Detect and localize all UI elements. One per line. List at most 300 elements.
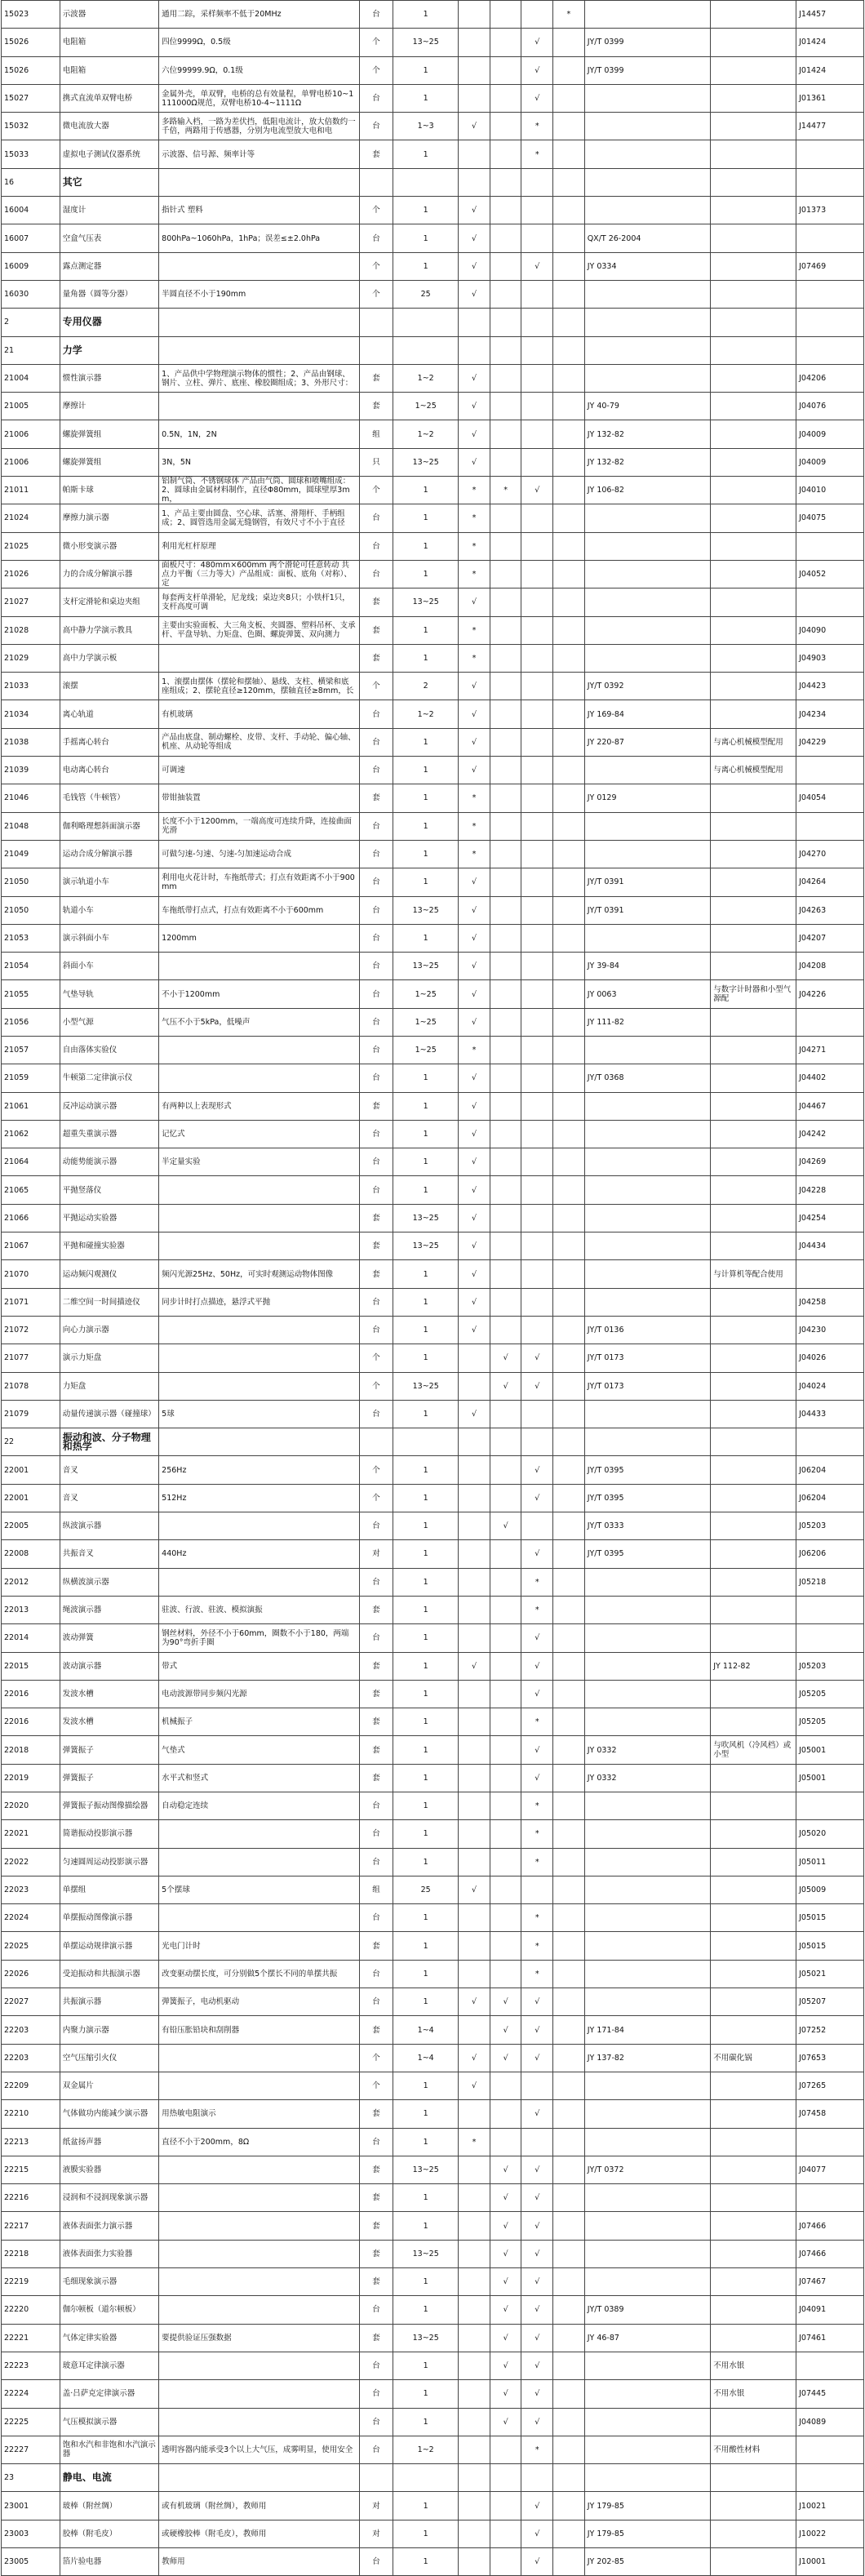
cell-code: 22203 <box>2 2044 60 2072</box>
cell-qty: 1 <box>393 1344 459 1372</box>
cell-mark-4 <box>553 1512 585 1540</box>
cell-code-ref: J04075 <box>796 504 864 532</box>
cell-unit: 台 <box>359 560 393 588</box>
table-row <box>2 29 864 56</box>
cell-mark-3 <box>521 197 553 224</box>
cell-mark-4 <box>553 140 585 168</box>
cell-code-ref: J04434 <box>796 1232 864 1260</box>
cell-code-ref: J10001 <box>796 2548 864 2576</box>
cell-standard: JY 0334 <box>584 252 711 280</box>
cell-name: 高中力学演示板 <box>60 644 158 672</box>
cell-standard <box>584 840 711 868</box>
cell-qty: 1 <box>393 1 459 29</box>
cell-mark-2 <box>490 1792 521 1820</box>
cell-mark-2: √ <box>490 2408 521 2436</box>
cell-qty: 1 <box>393 477 459 504</box>
cell-qty: 2 <box>393 673 459 700</box>
cell-qty: 1~3 <box>393 113 459 140</box>
cell-name: 双金属片 <box>60 2072 158 2099</box>
cell-mark-3 <box>521 504 553 532</box>
cell-spec: 长度不小于1200mm，一端高度可连续升降，连接曲面光滑 <box>159 812 360 840</box>
cell-code-ref: J04024 <box>796 1372 864 1400</box>
cell-code-ref <box>796 812 864 840</box>
cell-note <box>711 84 796 112</box>
cell-mark-3 <box>521 1176 553 1204</box>
cell-unit: 组 <box>359 420 393 448</box>
cell-unit: 个 <box>359 477 393 504</box>
cell-name: 携式直流单双臂电桥 <box>60 84 158 112</box>
cell-mark-1 <box>459 1624 490 1652</box>
cell-code-ref <box>796 2184 864 2212</box>
cell-mark-2 <box>490 1148 521 1176</box>
cell-standard: JY 132-82 <box>584 448 711 476</box>
cell-code-ref: J04271 <box>796 1036 864 1064</box>
cell-unit: 套 <box>359 2268 393 2296</box>
cell-spec: 有机玻璃 <box>159 700 360 728</box>
cell-mark-1 <box>459 2016 490 2044</box>
cell-note <box>711 420 796 448</box>
cell-mark-3: * <box>521 1960 553 1988</box>
cell-mark-1 <box>459 168 490 196</box>
cell-spec: 金属外壳，单双臂，电桥的总有效量程，单臂电桥10~1111000Ω规范，双臂电桥10-4~1111Ω <box>159 84 360 112</box>
cell-spec <box>159 2240 360 2267</box>
cell-mark-4 <box>553 393 585 420</box>
cell-qty: 1 <box>393 2072 459 2099</box>
cell-code: 22203 <box>2 2016 60 2044</box>
cell-unit: 台 <box>359 924 393 952</box>
cell-mark-3 <box>521 673 553 700</box>
table-row <box>2 588 864 616</box>
cell-mark-1: * <box>459 644 490 672</box>
cell-mark-4 <box>553 644 585 672</box>
cell-code: 21071 <box>2 1288 60 1316</box>
cell-unit: 只 <box>359 448 393 476</box>
cell-qty: 1 <box>393 784 459 812</box>
cell-standard: JY 171-84 <box>584 2016 711 2044</box>
cell-qty: 1 <box>393 56 459 84</box>
table-row <box>2 616 864 644</box>
cell-mark-3 <box>521 2464 553 2492</box>
cell-code-ref <box>796 2464 864 2492</box>
cell-mark-2: √ <box>490 2212 521 2240</box>
cell-standard <box>584 2240 711 2267</box>
cell-mark-4 <box>553 1400 585 1428</box>
cell-name: 内聚力演示器 <box>60 2016 158 2044</box>
cell-name: 露点测定器 <box>60 252 158 280</box>
cell-qty: 1 <box>393 1260 459 1288</box>
cell-spec <box>159 1820 360 1848</box>
cell-name: 饱和水汽和非饱和水汽演示器 <box>60 2436 158 2463</box>
table-row <box>2 1064 864 1092</box>
cell-spec: 半定量实验 <box>159 1148 360 1176</box>
cell-unit: 套 <box>359 1204 393 1232</box>
cell-standard <box>584 1624 711 1652</box>
cell-note <box>711 1148 796 1176</box>
cell-mark-1: √ <box>459 953 490 980</box>
cell-mark-3 <box>521 616 553 644</box>
table-row <box>2 953 864 980</box>
cell-name: 演示斜面小车 <box>60 924 158 952</box>
cell-unit: 台 <box>359 2352 393 2379</box>
cell-qty: 1 <box>393 1176 459 1204</box>
cell-standard <box>584 2184 711 2212</box>
cell-code: 22005 <box>2 1512 60 1540</box>
cell-standard <box>584 168 711 196</box>
cell-code: 22210 <box>2 2100 60 2128</box>
cell-qty: 1 <box>393 840 459 868</box>
cell-standard <box>584 140 711 168</box>
cell-mark-1: √ <box>459 924 490 952</box>
cell-mark-4 <box>553 1596 585 1623</box>
cell-mark-4 <box>553 1848 585 1876</box>
cell-unit: 台 <box>359 1904 393 1932</box>
cell-mark-2 <box>490 1540 521 1568</box>
cell-unit: 台 <box>359 84 393 112</box>
cell-mark-4 <box>553 2296 585 2324</box>
cell-mark-1: √ <box>459 1120 490 1148</box>
cell-code: 22019 <box>2 1764 60 1792</box>
cell-standard <box>584 616 711 644</box>
cell-mark-2 <box>490 1624 521 1652</box>
cell-note <box>711 393 796 420</box>
cell-code: 21027 <box>2 588 60 616</box>
cell-code: 21059 <box>2 1064 60 1092</box>
cell-mark-4 <box>553 1736 585 1764</box>
cell-spec: 1、产品主要由圆盘、空心球、活塞、滑翔杆、手柄组成；2、圆管选用金属无缝钢管，有效尺寸不小于直径 <box>159 504 360 532</box>
cell-mark-1 <box>459 1932 490 1960</box>
cell-mark-2 <box>490 1260 521 1288</box>
cell-code: 22012 <box>2 1568 60 1596</box>
cell-spec: 多路输入档，一路为差伏挡，低阻电流计，放大倍数约一千倍，两路用于传感器，分别为电流型放大电和电 <box>159 113 360 140</box>
cell-mark-1 <box>459 29 490 56</box>
cell-note <box>711 1400 796 1428</box>
cell-unit: 套 <box>359 2016 393 2044</box>
cell-code: 21055 <box>2 980 60 1008</box>
table-row <box>2 1820 864 1848</box>
cell-name: 气体做功内能减少演示器 <box>60 2100 158 2128</box>
cell-code: 22215 <box>2 2156 60 2183</box>
cell-qty: 1 <box>393 1400 459 1428</box>
cell-mark-2 <box>490 2464 521 2492</box>
cell-note <box>711 784 796 812</box>
cell-name: 湿度计 <box>60 197 158 224</box>
cell-note <box>711 1904 796 1932</box>
cell-spec: 电动波源带同步频闪光源 <box>159 1680 360 1708</box>
cell-note <box>711 1484 796 1512</box>
table-row <box>2 84 864 112</box>
cell-mark-2 <box>490 364 521 392</box>
cell-qty: 1 <box>393 1512 459 1540</box>
cell-code: 22218 <box>2 2240 60 2267</box>
cell-mark-2 <box>490 113 521 140</box>
cell-name: 弹簧振子 <box>60 1736 158 1764</box>
cell-mark-4 <box>553 477 585 504</box>
cell-qty: 1 <box>393 532 459 560</box>
cell-spec <box>159 393 360 420</box>
cell-mark-2 <box>490 1652 521 1680</box>
cell-mark-3 <box>521 868 553 896</box>
cell-code-ref: J05015 <box>796 1932 864 1960</box>
cell-unit: 套 <box>359 1652 393 1680</box>
cell-mark-4 <box>553 1624 585 1652</box>
cell-mark-3 <box>521 168 553 196</box>
cell-note <box>711 2100 796 2128</box>
cell-unit: 台 <box>359 224 393 252</box>
cell-qty: 25 <box>393 280 459 308</box>
cell-mark-3: √ <box>521 2240 553 2267</box>
cell-qty <box>393 336 459 364</box>
table-row <box>2 2436 864 2463</box>
cell-code: 23003 <box>2 2520 60 2547</box>
cell-mark-3 <box>521 953 553 980</box>
cell-mark-4 <box>553 757 585 784</box>
cell-mark-3 <box>521 700 553 728</box>
table-row <box>2 420 864 448</box>
cell-name: 支杆定滑轮和桌边夹组 <box>60 588 158 616</box>
cell-spec: 800hPa~1060hPa，1hPa；误差≤±2.0hPa <box>159 224 360 252</box>
table-row <box>2 1708 864 1736</box>
cell-standard: JY/T 0399 <box>584 56 711 84</box>
cell-qty: 1 <box>393 2128 459 2156</box>
cell-spec: 通用二踪，采样频率不低于20MHz <box>159 1 360 29</box>
cell-mark-4 <box>553 1764 585 1792</box>
cell-standard <box>584 2268 711 2296</box>
cell-name: 离心轨道 <box>60 700 158 728</box>
cell-qty: 1~25 <box>393 393 459 420</box>
cell-standard: JY/T 0392 <box>584 673 711 700</box>
cell-code-ref: J01424 <box>796 29 864 56</box>
cell-mark-3: * <box>521 1932 553 1960</box>
cell-code-ref <box>796 2128 864 2156</box>
cell-mark-1: √ <box>459 1176 490 1204</box>
table-row <box>2 2352 864 2379</box>
cell-note <box>711 280 796 308</box>
cell-name: 玻意耳定律演示器 <box>60 2352 158 2379</box>
table-row <box>2 2408 864 2436</box>
table-row <box>2 560 864 588</box>
cell-unit: 个 <box>359 1456 393 1484</box>
cell-mark-4 <box>553 2016 585 2044</box>
cell-mark-1 <box>459 1540 490 1568</box>
cell-spec: 512Hz <box>159 1484 360 1512</box>
cell-code-ref: J04270 <box>796 840 864 868</box>
cell-standard: JY 202-85 <box>584 2548 711 2576</box>
cell-name: 帕斯卡球 <box>60 477 158 504</box>
cell-spec: 改变驱动摆长度，可分别做5个摆长不同的单摆共振 <box>159 1960 360 1988</box>
cell-code: 22219 <box>2 2268 60 2296</box>
cell-standard <box>584 1848 711 1876</box>
cell-mark-2 <box>490 616 521 644</box>
cell-spec: 5球 <box>159 1400 360 1428</box>
table-row <box>2 1960 864 1988</box>
cell-mark-2 <box>490 588 521 616</box>
cell-code-ref: J04234 <box>796 700 864 728</box>
cell-code: 22224 <box>2 2380 60 2408</box>
cell-qty: 1 <box>393 2296 459 2324</box>
cell-mark-1 <box>459 2352 490 2379</box>
cell-standard: JY 169-84 <box>584 700 711 728</box>
cell-spec: 直径不小于200mm，8Ω <box>159 2128 360 2156</box>
cell-code-ref <box>796 757 864 784</box>
cell-mark-2 <box>490 2492 521 2520</box>
cell-standard <box>584 1820 711 1848</box>
cell-mark-4 <box>553 812 585 840</box>
cell-unit: 套 <box>359 1736 393 1764</box>
cell-qty: 1 <box>393 1680 459 1708</box>
cell-mark-2 <box>490 1456 521 1484</box>
cell-mark-3 <box>521 2072 553 2099</box>
cell-mark-3: √ <box>521 1988 553 2016</box>
cell-mark-4 <box>553 1148 585 1176</box>
cell-code-ref: J07458 <box>796 2100 864 2128</box>
cell-note <box>711 1764 796 1792</box>
cell-standard <box>584 1652 711 1680</box>
cell-unit: 台 <box>359 2436 393 2463</box>
cell-unit: 台 <box>359 812 393 840</box>
equipment-table <box>1 0 864 2576</box>
table-row <box>2 784 864 812</box>
cell-standard: QX/T 26-2004 <box>584 224 711 252</box>
cell-code: 21057 <box>2 1036 60 1064</box>
table-row <box>2 1260 864 1288</box>
cell-unit: 套 <box>359 588 393 616</box>
table-row <box>2 1904 864 1932</box>
cell-code-ref: J10022 <box>796 2520 864 2547</box>
cell-code-ref: J04052 <box>796 560 864 588</box>
cell-qty: 1 <box>393 504 459 532</box>
cell-spec: 铝制气筒、不锈钢球体 产品由气筒、圆球和喷嘴组成：2、圆球由金属材料制作，直径Φ80mm，圆球壁厚3mm， <box>159 477 360 504</box>
cell-name: 轨道小车 <box>60 896 158 924</box>
cell-mark-1 <box>459 2324 490 2352</box>
cell-unit: 台 <box>359 728 393 756</box>
cell-standard <box>584 1176 711 1204</box>
cell-mark-4 <box>553 2520 585 2547</box>
cell-mark-3 <box>521 1036 553 1064</box>
cell-mark-1 <box>459 2100 490 2128</box>
cell-unit: 台 <box>359 2548 393 2576</box>
cell-mark-2 <box>490 252 521 280</box>
cell-mark-1: * <box>459 477 490 504</box>
cell-mark-3 <box>521 896 553 924</box>
cell-spec: 面板尺寸：480mm×600mm 两个滑轮可任意转动 共点力平衡（三力等大）产品组成：面板、底角（对称）、定 <box>159 560 360 588</box>
cell-code: 21004 <box>2 364 60 392</box>
cell-name: 振动和波、分子物理和热学 <box>60 1428 158 1456</box>
cell-note: 与离心机械模型配用 <box>711 757 796 784</box>
cell-spec <box>159 1316 360 1344</box>
cell-spec <box>159 953 360 980</box>
cell-unit: 台 <box>359 1064 393 1092</box>
cell-mark-3 <box>521 448 553 476</box>
cell-unit: 套 <box>359 1260 393 1288</box>
cell-qty <box>393 2464 459 2492</box>
cell-standard <box>584 1428 711 1456</box>
cell-standard: JY/T 0372 <box>584 2156 711 2183</box>
cell-note <box>711 2184 796 2212</box>
table-row <box>2 2212 864 2240</box>
cell-code: 22025 <box>2 1932 60 1960</box>
cell-code: 21006 <box>2 420 60 448</box>
cell-code: 22001 <box>2 1456 60 1484</box>
cell-name: 气体定律实验器 <box>60 2324 158 2352</box>
cell-name: 向心力演示器 <box>60 1316 158 1344</box>
cell-mark-4 <box>553 1036 585 1064</box>
cell-qty: 1 <box>393 1456 459 1484</box>
cell-mark-3 <box>521 812 553 840</box>
cell-qty: 1 <box>393 1764 459 1792</box>
cell-code-ref: J04229 <box>796 728 864 756</box>
cell-unit: 台 <box>359 2128 393 2156</box>
cell-standard <box>584 364 711 392</box>
table-row <box>2 1120 864 1148</box>
cell-mark-2 <box>490 1008 521 1036</box>
cell-standard <box>584 812 711 840</box>
cell-mark-1: √ <box>459 1260 490 1288</box>
cell-mark-2 <box>490 1120 521 1148</box>
cell-mark-1: √ <box>459 1232 490 1260</box>
cell-code: 21038 <box>2 728 60 756</box>
cell-spec: 记忆式 <box>159 1120 360 1148</box>
cell-mark-3: √ <box>521 29 553 56</box>
cell-code: 21064 <box>2 1148 60 1176</box>
cell-spec: 示波器、信号源、频率计等 <box>159 140 360 168</box>
cell-unit: 套 <box>359 1764 393 1792</box>
cell-spec <box>159 2380 360 2408</box>
table-row <box>2 2240 864 2267</box>
cell-code-ref: J07466 <box>796 2240 864 2267</box>
cell-spec: 有铅压胀铅块和刮削器 <box>159 2016 360 2044</box>
cell-code-ref: J04208 <box>796 953 864 980</box>
cell-code: 22020 <box>2 1792 60 1820</box>
cell-mark-2: √ <box>490 2296 521 2324</box>
cell-mark-1: * <box>459 784 490 812</box>
cell-standard <box>584 84 711 112</box>
cell-note <box>711 29 796 56</box>
cell-name: 纸盆扬声器 <box>60 2128 158 2156</box>
cell-mark-1 <box>459 2492 490 2520</box>
cell-mark-1 <box>459 309 490 336</box>
cell-code: 22026 <box>2 1960 60 1988</box>
cell-spec: 256Hz <box>159 1456 360 1484</box>
cell-unit: 台 <box>359 1120 393 1148</box>
cell-qty: 13~25 <box>393 953 459 980</box>
cell-mark-1 <box>459 1820 490 1848</box>
cell-spec <box>159 1232 360 1260</box>
cell-note <box>711 1932 796 1960</box>
cell-mark-1 <box>459 1680 490 1708</box>
cell-note <box>711 2016 796 2044</box>
table-row <box>2 448 864 476</box>
cell-mark-2 <box>490 2072 521 2099</box>
cell-mark-2 <box>490 336 521 364</box>
table-row <box>2 812 864 840</box>
cell-mark-3 <box>521 224 553 252</box>
cell-spec <box>159 309 360 336</box>
cell-code-ref: J04402 <box>796 1064 864 1092</box>
cell-code-ref: J05001 <box>796 1736 864 1764</box>
cell-note: 与离心机械模型配用 <box>711 728 796 756</box>
cell-mark-1: √ <box>459 252 490 280</box>
cell-mark-3: √ <box>521 1540 553 1568</box>
cell-note <box>711 309 796 336</box>
cell-spec <box>159 2296 360 2324</box>
cell-mark-4 <box>553 1792 585 1820</box>
table-row <box>2 1596 864 1623</box>
cell-qty: 1 <box>393 1988 459 2016</box>
table-row <box>2 1176 864 1204</box>
cell-spec: 弹簧振子，电动机驱动 <box>159 1988 360 2016</box>
cell-standard: JY 106-82 <box>584 477 711 504</box>
cell-mark-2: √ <box>490 2184 521 2212</box>
